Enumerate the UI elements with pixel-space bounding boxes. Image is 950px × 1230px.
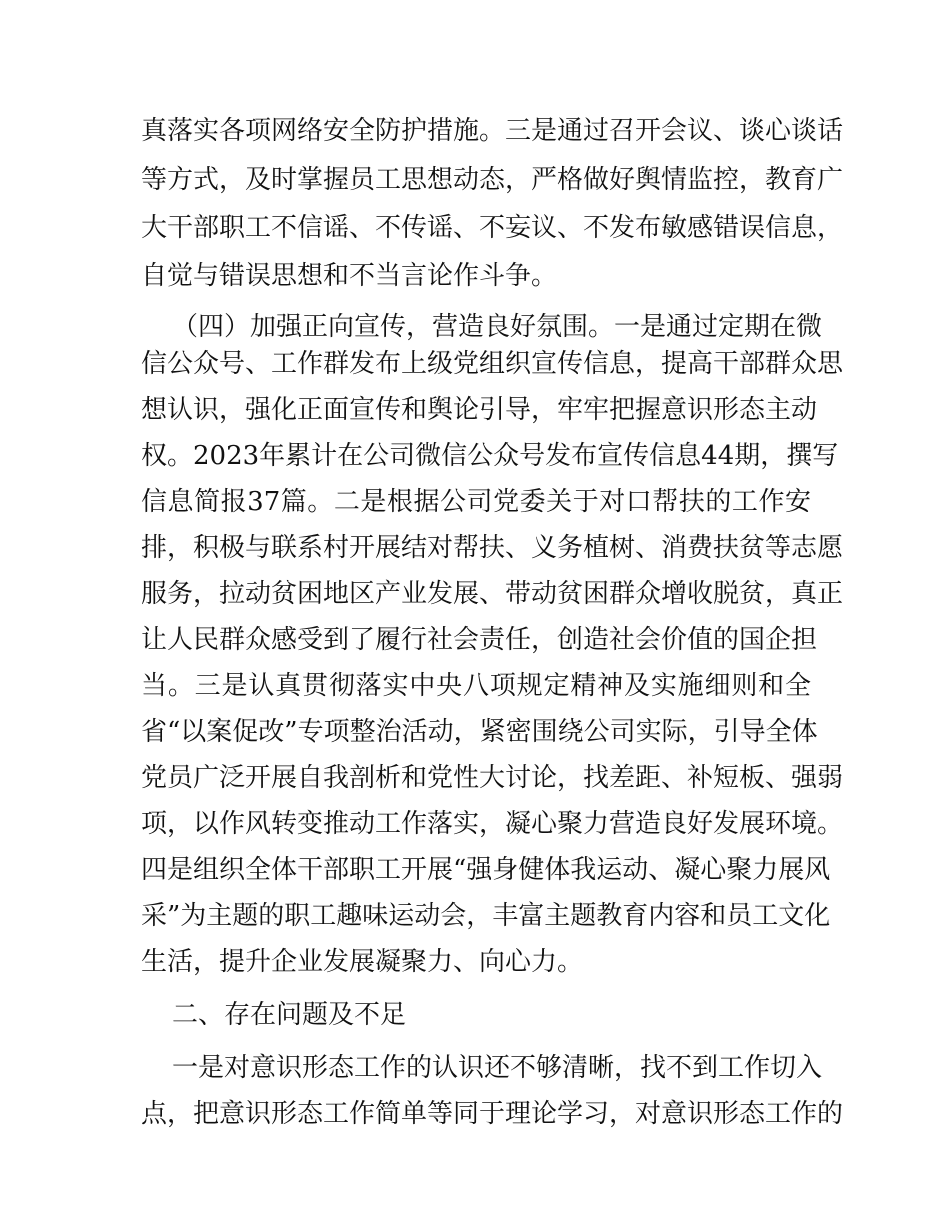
text-line: 项，以作风转变推动工作落实，凝心聚力营造良好发展环境。 <box>141 809 844 839</box>
text-line: 权。2023年累计在公司微信公众号发布宣传信息44期，撰写 <box>141 441 839 471</box>
text-line: 省“以案促改”专项整治活动，紧密围绕公司实际，引导全体 <box>141 717 818 747</box>
text-line: 想认识，强化正面宣传和舆论引导，牢牢把握意识形态主动 <box>141 395 818 425</box>
text-line: 等方式，及时掌握员工思想动态，严格做好舆情监控，教育广 <box>141 165 844 195</box>
text-line: 让人民群众感受到了履行社会责任，创造社会价值的国企担 <box>141 625 818 655</box>
text-line: 自觉与错误思想和不当言论作斗争。 <box>141 261 558 291</box>
section-heading-4: （四）加强正向宣传，营造良好氛围。一是通过定期在微 <box>172 312 823 342</box>
text-line: 一是对意识形态工作的认识还不够清晰，找不到工作切入 <box>172 1053 823 1083</box>
text-line: 排，积极与联系村开展结对帮扶、义务植树、消费扶贫等志愿 <box>141 533 844 563</box>
text-line: 服务，拉动贫困地区产业发展、带动贫困群众增收脱贫，真正 <box>141 579 844 609</box>
section-heading-2: 二、存在问题及不足 <box>172 1000 407 1030</box>
text-line: 大干部职工不信谣、不传谣、不妄议、不发布敏感错误信息， <box>141 213 844 243</box>
text-line: 采”为主题的职工趣味运动会，丰富主题教育内容和员工文化 <box>141 901 831 931</box>
text-line: 信公众号、工作群发布上级党组织宣传信息，提高干部群众思 <box>141 349 844 379</box>
text-line: 生活，提升企业发展凝聚力、向心力。 <box>141 947 584 977</box>
text-line: 真落实各项网络安全防护措施。三是通过召开会议、谈心谈话 <box>141 116 844 146</box>
text-line: 党员广泛开展自我剖析和党性大讨论，找差距、补短板、强弱 <box>141 763 844 793</box>
text-line: 当。三是认真贯彻落实中央八项规定精神及实施细则和全 <box>141 671 811 701</box>
text-line: 四是组织全体干部职工开展“强身健体我运动、凝心聚力展风 <box>141 855 831 885</box>
text-line: 信息简报37篇。二是根据公司党委关于对口帮扶的工作安 <box>141 487 811 517</box>
text-line: 点，把意识形态工作简单等同于理论学习，对意识形态工作的 <box>141 1099 844 1129</box>
